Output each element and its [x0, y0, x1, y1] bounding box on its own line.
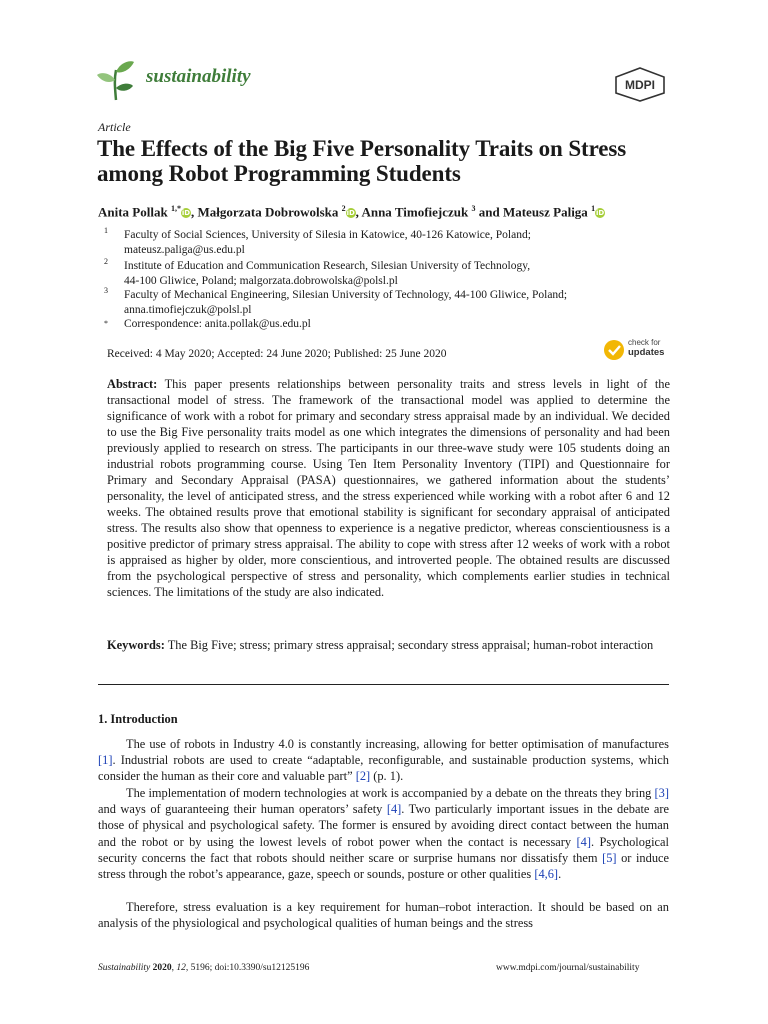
- journal-logo-icon: [96, 58, 136, 102]
- affiliation-number: 3: [104, 286, 108, 295]
- citation-link[interactable]: [4,6]: [534, 867, 559, 882]
- affiliation-line: 44-100 Gliwice, Poland; malgorzata.dobrowolska@polsl.pl: [124, 274, 398, 287]
- correspondence-line[interactable]: Correspondence: anita.pollak@us.edu.pl: [124, 318, 311, 330]
- author-name[interactable]: , Anna Timofiejczuk: [355, 204, 469, 220]
- correspondence-marker: *: [104, 319, 108, 328]
- affiliation-number: 1: [104, 226, 108, 235]
- footer-url[interactable]: www.mdpi.com/journal/sustainability: [496, 963, 640, 973]
- footer-citation: [98, 963, 309, 973]
- abstract-text: This paper presents relationships between personality traits and stress levels in light of the transactional model of stress. The framework of the transactional model was applied to determine the significance of work with a robot for primary and secondary stress appraisal made by an individual. We decided to use the Big Five personality traits model as one which integrates the dimensions of personality and had been previously applied to research on stress. The participants in our three-wave study were 105 students doing an industrial robots programming course. Using Ten Item Personality Inventory (TIPI) and Questionnaire for Primary and Secondary Appraisal (PASA) questionnaires, we gathered information about the students’ personality, the level of anticipated stress, and the stress experienced while working with a robot after 6 and 12 weeks. The obtained results prove that emotional stability is significant for secondary appraisal of anticipated stress. The results also show that openness to experience is a negative predictor, whereas conscientiousness is a positive predictor of primary stress appraisal. The ability to cope with stress after 12 weeks of work with a robot is appraised as higher by older, more conscientious, and introverted people. The obtained results are discussed from the psychological perspective of stress and personality, which complements earlier studies in technical sciences. The limitations of the study are also indicated.: [107, 377, 670, 599]
- section-divider: [98, 684, 669, 685]
- text-run: The use of robots in Industry 4.0 is constantly increasing, allowing for better optimisation of manufactures: [126, 737, 669, 751]
- citation-link[interactable]: [5]: [602, 850, 617, 865]
- text-run: . Psychological security concerns the fact that robots should neither scare or surprise humans nor dissatisfy them: [98, 834, 669, 865]
- section-heading: 1. Introduction: [98, 712, 178, 726]
- svg-text:MDPI: MDPI: [625, 78, 655, 92]
- body-paragraph: [98, 785, 669, 882]
- author-name[interactable]: , Małgorzata Dobrowolska: [190, 204, 339, 220]
- keywords-text: The Big Five; stress; primary stress appraisal; secondary stress appraisal; human-robot interaction: [164, 638, 654, 652]
- check-for-updates-label-1: check for: [628, 338, 661, 347]
- citation-link[interactable]: [4]: [386, 802, 402, 817]
- abstract-label: Abstract:: [107, 377, 158, 391]
- citation-link[interactable]: [1]: [98, 753, 113, 768]
- check-for-updates-button[interactable]: [602, 337, 672, 363]
- author-name[interactable]: and Mateusz Paliga: [475, 204, 588, 220]
- keywords: [107, 637, 670, 653]
- author-affiliation-sup: 1,*: [170, 204, 181, 213]
- article-type: Article: [98, 120, 131, 134]
- author-affiliation-sup: 1: [591, 204, 596, 213]
- mdpi-logo-icon: [612, 66, 668, 102]
- orcid-icon[interactable]: iD: [346, 209, 355, 218]
- keywords-label: Keywords:: [107, 638, 165, 652]
- text-run: .: [558, 867, 562, 882]
- affiliation-email[interactable]: anna.timofiejczuk@polsl.pl: [124, 303, 252, 316]
- journal-name: sustainability: [146, 66, 251, 87]
- citation-link[interactable]: [4]: [576, 834, 591, 849]
- text-run: (p. 1).: [370, 769, 404, 784]
- orcid-icon[interactable]: iD: [181, 209, 191, 218]
- title-line-2: among Robot Programming Students: [97, 161, 461, 186]
- affiliation-email[interactable]: mateusz.paliga@us.edu.pl: [124, 243, 245, 256]
- citation-link[interactable]: [2]: [355, 769, 371, 784]
- text-run: . Two particularly important issues in the debate are those of physical and psychological safety. The former is ensured by avoiding direct contact between the human and the robot or by using the lowest levels of robot power when the contact is necessary: [98, 802, 669, 849]
- author-affiliation-sup: 2: [341, 204, 346, 213]
- text-run: or induce stress through the robot’s appearance, gaze, speech or sounds, posture or other qualities: [98, 850, 670, 882]
- orcid-icon[interactable]: iD: [595, 209, 605, 218]
- text-run: The implementation of modern technologies at work is accompanied by a debate on the threats they bring: [126, 786, 655, 800]
- check-for-updates-label-2: updates: [628, 347, 665, 358]
- text-run: . Industrial robots are used to create “adaptable, reconfigurable, and sustainable production systems, which consider the human as their core and valuable part”: [98, 753, 669, 784]
- affiliation-line: Faculty of Mechanical Engineering, Silesian University of Technology, 44-100 Gliwice, Poland;: [124, 289, 568, 301]
- affiliation-line: Institute of Education and Communication Research, Silesian University of Technology,: [124, 260, 531, 272]
- abstract: [107, 376, 670, 600]
- author-list: [98, 204, 605, 220]
- body-paragraph: [98, 736, 669, 785]
- citation-link[interactable]: [3]: [654, 786, 669, 800]
- footer-journal: Sustainability: [98, 963, 151, 973]
- body-paragraph: Therefore, stress evaluation is a key requirement for human–robot interaction. It should be based on an analysis of the physiological and psychological qualities of human beings and the stress: [98, 900, 669, 931]
- author-affiliation-sup: 3: [471, 204, 476, 213]
- author-name[interactable]: Anita Pollak: [98, 204, 168, 220]
- affiliation-number: 2: [104, 257, 108, 266]
- affiliation-line: Faculty of Social Sciences, University of Silesia in Katowice, 40-126 Katowice, Poland;: [124, 229, 531, 241]
- text-run: and ways of guaranteeing their human operators’ safety: [98, 802, 387, 817]
- footer-citation-details: 2020, 12, 5196; doi:10.3390/su12125196: [152, 963, 310, 973]
- title-line-1: The Effects of the Big Five Personality Traits on Stress: [97, 136, 627, 161]
- publication-dates: Received: 4 May 2020; Accepted: 24 June 2020; Published: 25 June 2020: [107, 348, 447, 360]
- article-title: [97, 136, 697, 186]
